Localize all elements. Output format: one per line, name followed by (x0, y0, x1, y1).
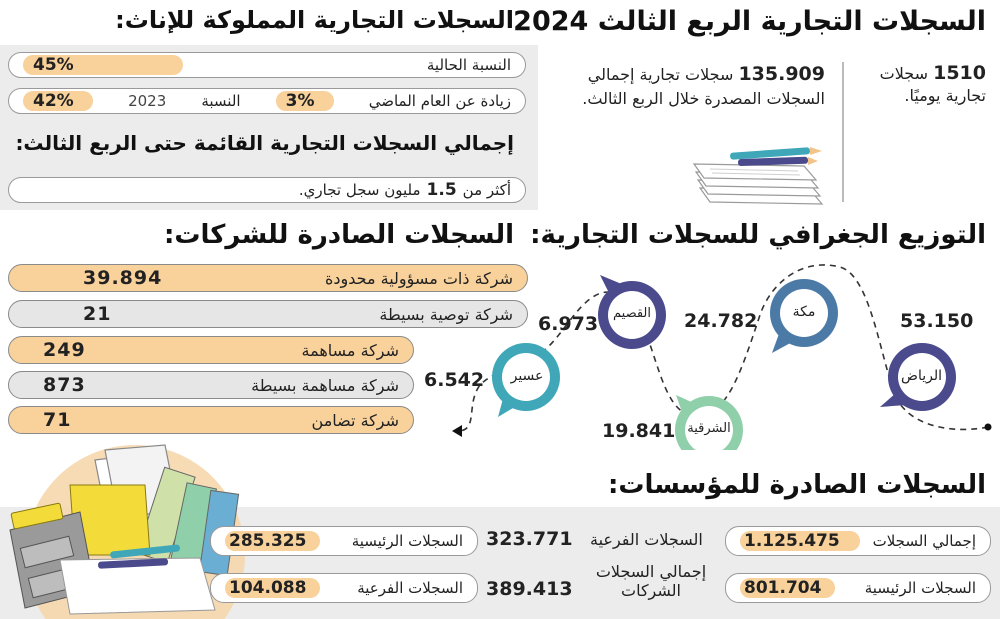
company-value: 21 (83, 303, 112, 325)
women-current-bar (23, 55, 183, 75)
est-branch-label: السجلات الفرعية (590, 530, 703, 549)
est-total-pill (725, 526, 991, 556)
geo-value-qassim: 6.973 (538, 313, 599, 335)
companies-title: السجلات الصادرة للشركات: (164, 220, 514, 250)
company-row-llc (8, 264, 528, 292)
company-label: شركة مساهمة (301, 340, 399, 360)
company-value: 873 (43, 374, 86, 396)
geo-value-riyadh: 53.150 (900, 310, 974, 332)
pin-label-riyadh: الرياض (901, 368, 942, 384)
women-increase-pill (8, 88, 526, 114)
est-main-pill (725, 573, 991, 603)
total-existing-prefix: أكثر من (462, 181, 511, 199)
total-existing-pill (8, 177, 526, 203)
women-ratio-bar (23, 91, 93, 111)
est-main-label: السجلات الرئيسية (864, 579, 976, 597)
total-existing-value: 1.5 (426, 180, 457, 200)
pin-label-makkah: مكة (792, 304, 816, 320)
company-label: شركة تضامن (311, 410, 399, 430)
company-row-joint-stock (8, 336, 414, 364)
est-companies-total-label: إجمالي السجلات الشركات (595, 562, 707, 601)
women-title: السجلات التجارية المملوكة للإناث: (115, 6, 514, 34)
est-main-bar (740, 578, 835, 598)
women-current-value: 45% (33, 55, 74, 75)
q3-total-value: 135.909 (738, 63, 825, 85)
q3-total-label: سجلات تجارية إجمالي السجلات المصدرة خلال الربع الثالث. (582, 65, 825, 108)
est-total-value: 1.125.475 (744, 531, 840, 551)
geo-value-eastern: 19.841 (602, 420, 676, 442)
q3-daily-value: 1510 (933, 62, 986, 84)
est-companies-total-value: 389.413 (486, 578, 573, 600)
route-start-dot (985, 424, 992, 431)
est-companies-branch-pill (210, 573, 478, 603)
women-year: 2023 (128, 92, 167, 110)
est-total-label: إجمالي السجلات (872, 532, 976, 550)
total-existing-suffix: مليون سجل تجاري. (298, 181, 421, 199)
company-value: 71 (43, 409, 72, 431)
est-main-value: 801.704 (744, 578, 822, 598)
company-row-simple-partnership (8, 300, 528, 328)
pin-label-qassim: القصيم (613, 306, 651, 321)
pin-label-asir: عسير (510, 368, 544, 384)
est-companies-branch-bar (225, 578, 320, 598)
geo-value-asir: 6.542 (424, 369, 485, 391)
women-ratio-label: النسبة (201, 92, 241, 110)
est-companies-main-value: 285.325 (229, 531, 307, 551)
est-companies-main-pill (210, 526, 478, 556)
company-value: 39.894 (83, 267, 163, 289)
q3-divider (842, 62, 844, 202)
company-label: شركة توصية بسيطة (379, 304, 513, 324)
papers-pencils-illustration (690, 138, 830, 206)
q3-daily-block (861, 62, 986, 106)
geo-value-makkah: 24.782 (684, 310, 758, 332)
women-increase-value: 3% (285, 91, 315, 111)
women-increase-bar (276, 91, 334, 111)
women-current-pill (8, 52, 526, 78)
company-label: شركة ذات مسؤولية محدودة (325, 268, 513, 288)
q3-title: السجلات التجارية الربع الثالث 2024 (513, 6, 986, 37)
q3-total-block (555, 62, 825, 109)
company-row-simple-joint-stock (8, 371, 414, 399)
est-total-bar (740, 531, 860, 551)
establishments-title: السجلات الصادرة للمؤسسات: (608, 470, 986, 500)
est-companies-main-label: السجلات الرئيسية (351, 532, 463, 550)
est-companies-branch-label: السجلات الفرعية (357, 579, 463, 597)
women-current-label: النسبة الحالية (426, 56, 511, 74)
est-companies-main-bar (225, 531, 320, 551)
company-value: 249 (43, 339, 86, 361)
route-end-arrow (452, 425, 462, 437)
total-existing-title: إجمالي السجلات التجارية القائمة حتى الربع الثالث: (15, 131, 514, 155)
geo-title: التوزيع الجغرافي للسجلات التجارية: (530, 220, 986, 250)
company-label: شركة مساهمة بسيطة (251, 375, 399, 395)
women-increase-label: زيادة عن العام الماضي (368, 92, 511, 110)
women-ratio-value: 42% (33, 91, 74, 111)
q3-daily-label: سجلات تجارية يوميًا. (879, 64, 986, 105)
pin-label-eastern: الشرقية (687, 421, 731, 436)
est-branch-value: 323.771 (486, 528, 573, 550)
est-companies-branch-value: 104.088 (229, 578, 307, 598)
